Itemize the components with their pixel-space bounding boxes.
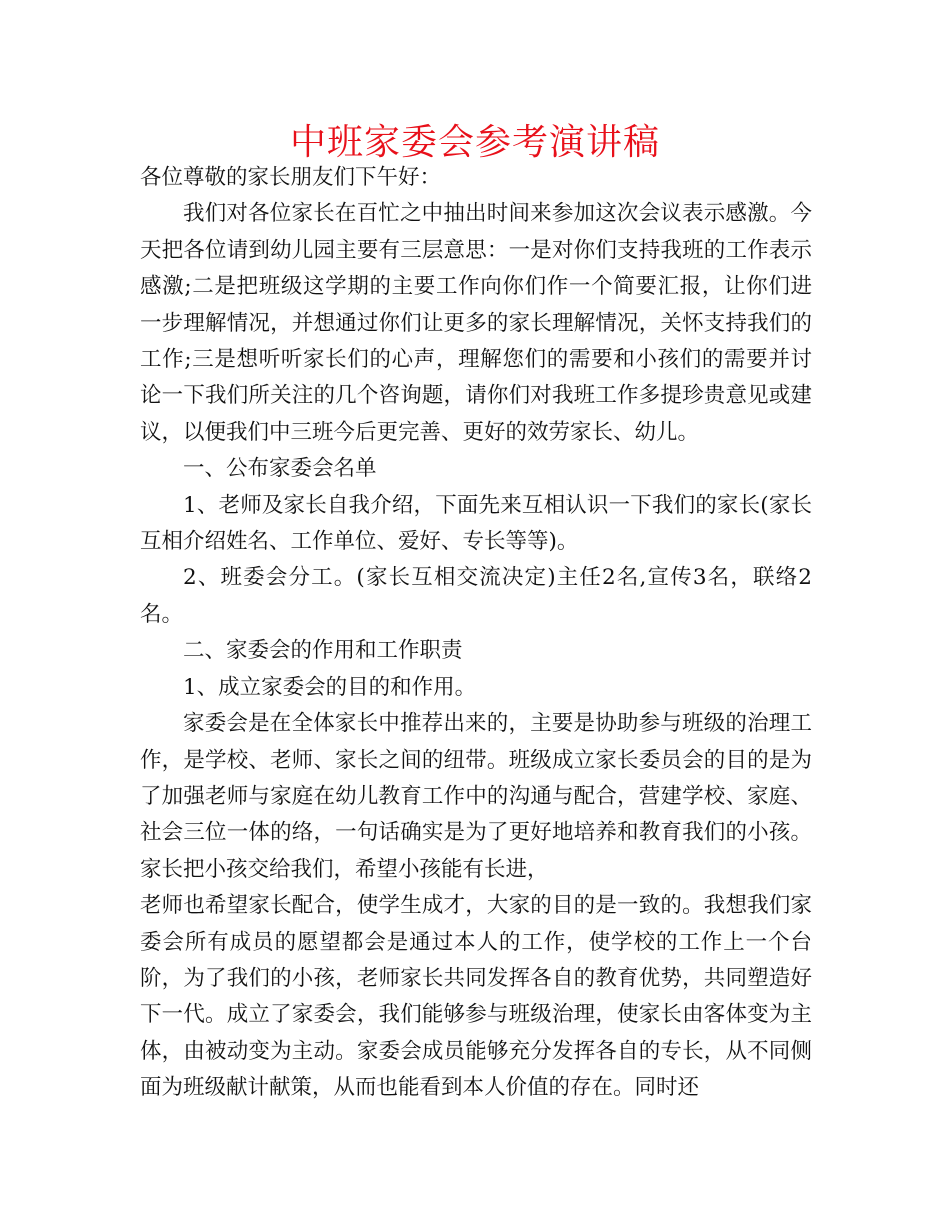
greeting-paragraph: 各位尊敬的家长朋友们下午好： — [140, 165, 442, 190]
item-paragraph-2: 2、班委会分工。(家长互相交流决定)主任2名,宣传3名，联络2名。 — [140, 565, 812, 627]
item-paragraph-1: 1、老师及家长自我介绍，下面先来互相认识一下我们的家长(家长互相介绍姓名、工作单位、爱好、专长等等)。 — [140, 492, 812, 555]
section-heading-1: 一、公布家委会名单 — [183, 456, 377, 482]
document-title: 中班家委会参考演讲稿 — [289, 122, 660, 163]
document-body — [140, 160, 812, 1107]
intro-paragraph: 我们对各位家长在百忙之中抽出时间来参加这次会议表示感激。今天把各位请到幼儿园主要有三层意思：一是对你们支持我班的工作表示感激;二是把班级这学期的主要工作向你们作一个简要汇报，让你们进一步理解情况，并想通过你们让更多的家长理解情况，关怀支持我们的工作;三是想听听家长们的心声，理解您们的需要和小孩们的需要并讨论一下我们所关注的几个咨询题，请你们对我班工作多提珍贵意见或建议，以便我们中三班今后更完善、更好的效劳家长、幼儿。 — [140, 201, 812, 445]
section-heading-2: 二、家委会的作用和工作职责 — [183, 638, 463, 664]
body-paragraph-2: 老师也希望家长配合，使学生成才，大家的目的是一致的。我想我们家委会所有成员的愿望都会是通过本人的工作，使学校的工作上一个台阶，为了我们的小孩，老师家长共同发挥各自的教育优势，共同塑造好下一代。成立了家委会，我们能够参与班级治理，使家长由客体变为主体，由被动变为主动。家委会成员能够充分发挥各自的专长，从不同侧面为班级献计献策，从而也能看到本人价值的存在。同时还 — [140, 893, 812, 1101]
subsection-heading-1: 1、成立家委会的目的和作用。 — [183, 674, 477, 700]
body-paragraph-1: 家委会是在全体家长中推荐出来的，主要是协助参与班级的治理工作，是学校、老师、家长之间的纽带。班级成立家长委员会的目的是为了加强老师与家庭在幼儿教育工作中的沟通与配合，营建学校、家庭、社会三位一体的络，一句话确实是为了更好地培养和教育我们的小孩。家长把小孩交给我们，希望小孩能有长进， — [140, 711, 812, 882]
